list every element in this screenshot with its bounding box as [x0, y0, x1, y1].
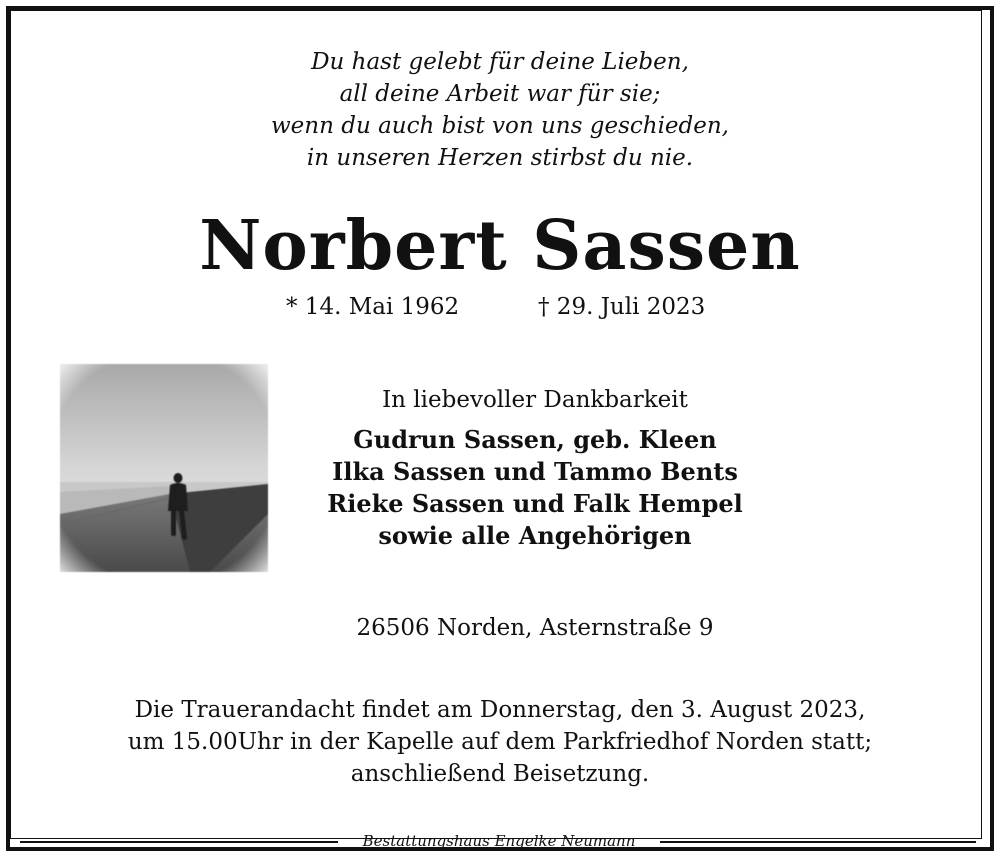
- thanks-line: In liebevoller Dankbarkeit: [382, 387, 688, 413]
- mourner: Rieke Sassen und Falk Hempel: [327, 489, 743, 518]
- mourner: Gudrun Sassen, geb. Kleen: [353, 425, 717, 454]
- service-line: Die Trauerandacht findet am Donnerstag, den 3. August 2023,: [134, 697, 866, 723]
- poem-line: all deine Arbeit war für sie;: [339, 81, 661, 107]
- memorial-photo: [60, 364, 268, 572]
- service-line: um 15.00Uhr in der Kapelle auf dem Parkfriedhof Norden statt;: [127, 729, 873, 755]
- mourner: Ilka Sassen und Tammo Bents: [332, 457, 738, 486]
- footer-rule-right: [660, 841, 976, 843]
- birth-date: * 14. Mai 1962: [286, 294, 460, 320]
- mourner: sowie alle Angehörigen: [378, 521, 692, 550]
- poem-line: wenn du auch bist von uns geschieden,: [270, 113, 729, 139]
- deceased-name: Norbert Sassen: [199, 206, 801, 286]
- mourners-list: [300, 424, 770, 552]
- address: 26506 Norden, Asternstraße 9: [356, 615, 714, 641]
- poem: [0, 46, 1000, 174]
- poem-line: Du hast gelebt für deine Lieben,: [311, 49, 689, 75]
- service-info: [0, 694, 1000, 790]
- funeral-home-name: Bestattungshaus Engelke Neumann: [362, 832, 636, 850]
- death-date: † 29. Juli 2023: [538, 294, 706, 320]
- service-line: anschließend Beisetzung.: [350, 761, 650, 787]
- footer: [0, 831, 1000, 851]
- poem-line: in unseren Herzen stirbst du nie.: [306, 145, 694, 171]
- footer-rule-left: [20, 841, 338, 843]
